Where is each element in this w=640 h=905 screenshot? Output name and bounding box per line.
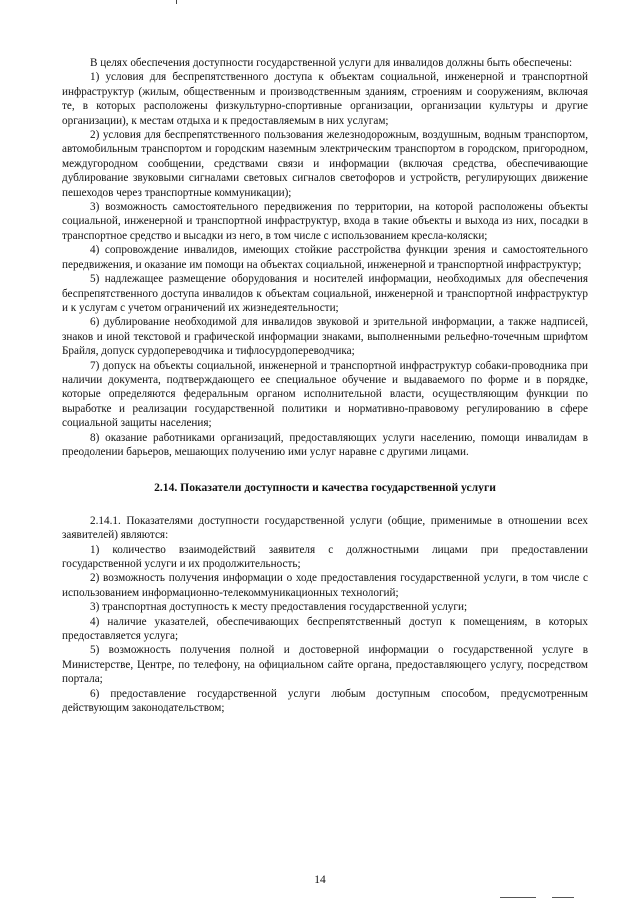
section-heading: 2.14. Показатели доступности и качества государственной услуги (154, 481, 496, 495)
list-item: 5) возможность получения полной и достоверной информации о государственной услуге в Министерстве, Центре, по телефону, на официальном сайте органа, предоставляющего услугу, посредством портала; (62, 644, 588, 686)
page-number: 14 (314, 874, 326, 886)
footer-rule (552, 897, 574, 898)
list-item: 7) допуск на объекты социальной, инженерной и транспортной инфраструктур собаки-проводника при наличии документа, подтверждающего ее специальное обучение и выдаваемого по форме и в порядке, которые определяются федеральным органом исполнительной власти, осуществляющим функции по выработке и реализации государственной политики и нормативно-правовому регулированию в сфере социальной защиты населения; (62, 359, 588, 430)
list-item: 4) сопровождение инвалидов, имеющих стойкие расстройства функции зрения и самостоятельного передвижения, и оказание им помощи на объектах социальной, инженерной и транспортной инфраструктур; (62, 244, 588, 271)
list-item: 4) наличие указателей, обеспечивающих беспрепятственный доступ к помещениям, в которых предоставляется услуга; (62, 615, 588, 643)
list-item: 8) оказание работниками организаций, предоставляющих услуги населению, помощи инвалидам в преодолении барьеров, мешающих получению ими услуг наравне с другими лицами. (62, 431, 588, 458)
list-item: 6) дублирование необходимой для инвалидов звуковой и зрительной информации, а также надписей, знаков и иной текстовой и графической информации знаками, выполненными рельефно-точечным шрифтом Брайля, допуск сурдопереводчика и тифлосурдопереводчика; (62, 316, 588, 358)
list-item: 2) условия для беспрепятственного пользования железнодорожным, воздушным, водным транспортом, автомобильным транспортом и городским наземным электрическим транспортом в городском, пригородном, междугородном сообщении, средствами связи и информации (включая средства, обеспечивающие дублирование звуковыми сигналами световых сигналов светофоров и устройств, регулирующих движение пешеходов через транспортные коммуникации); (62, 129, 588, 199)
list-item: 1) условия для беспрепятственного доступа к объектам социальной, инженерной и транспортной инфраструктур (жилым, общественным и производственным зданиям, строениям и сооружениям, включая те, в которых расположены физкультурно-спортивные организации, организации культуры и другие организации), к местам отдыха и к предоставляемым в них услугам; (62, 71, 588, 127)
list-item: 1) количество взаимодействий заявителя с должностными лицами при предоставлении государственной услуги и их продолжительность; (62, 543, 588, 570)
list-item: 5) надлежащее размещение оборудования и носителей информации, необходимых для обеспечения беспрепятственного доступа инвалидов к объектам социальной, инженерной и транспортной инфраструктур и к услугам с учетом ограничений их жизнедеятельности; (62, 273, 588, 314)
scan-mark (176, 0, 177, 4)
list-item: 3) транспортная доступность к месту предоставления государственной услуги; (90, 601, 468, 614)
footer-rule (500, 897, 536, 898)
section2-intro: 2.14.1. Показателями доступности государственной услуги (общие, применимые в отношении всех заявителей) являются: (62, 514, 588, 542)
list-item: 2) возможность получения информации о ходе предоставления государственной услуги, в том числе с использованием информационно-телекоммуникационных технологий; (62, 572, 588, 599)
list-item: 6) предоставление государственной услуги любым доступным способом, предусмотренным действующим законодательством; (62, 687, 588, 715)
list-item: 3) возможность самостоятельного передвижения по территории, на которой расположены объекты социальной, инженерной и транспортной инфраструктур, входа в такие объекты и выхода из них, посадки в транспортное средство и высадки из него, в том числе с использованием кресла-коляски; (62, 201, 588, 242)
section1-intro: В целях обеспечения доступности государственной услуги для инвалидов должны быть обеспечены: (90, 57, 573, 69)
document-page (62, 56, 588, 715)
